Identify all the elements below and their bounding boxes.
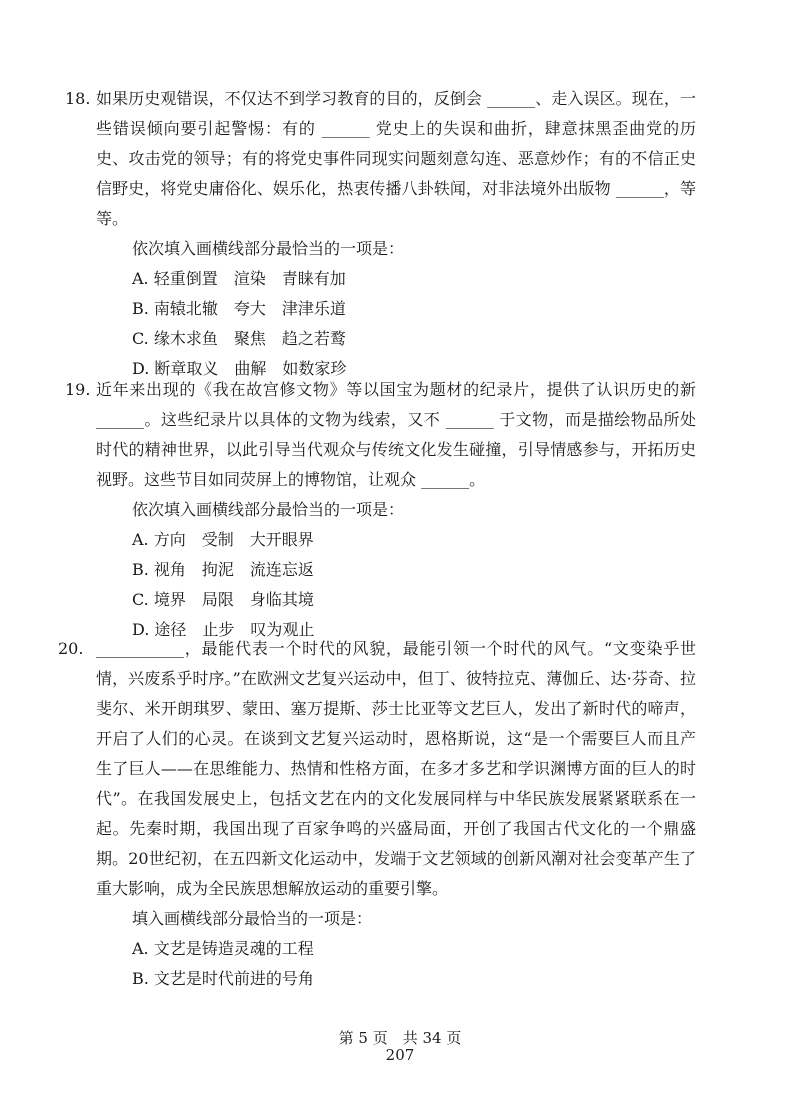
question-20 <box>58 634 696 994</box>
option-c: C. 缘木求鱼 聚焦 趋之若鹜 <box>132 329 346 348</box>
option-d: D. 途径 止步 叹为观止 <box>132 620 315 639</box>
option-a: A. 文艺是铸造灵魂的工程 <box>132 939 314 958</box>
question-prompt: 填入画横线部分最恰当的一项是： <box>132 909 373 928</box>
question-number: 18. <box>65 89 91 108</box>
option-c: C. 境界 局限 身临其境 <box>132 590 314 609</box>
question-18 <box>65 84 696 384</box>
option-b: B. 文艺是时代前进的号角 <box>132 969 314 988</box>
page-number: 207 <box>385 1046 415 1064</box>
option-d: D. 断章取义 曲解 如数家珍 <box>132 359 347 378</box>
page-indicator: 第 5 页 共 34 页 <box>338 1029 462 1047</box>
option-a: A. 方向 受制 大开眼界 <box>132 530 314 549</box>
question-19 <box>65 375 696 645</box>
question-prompt: 依次填入画横线部分最恰当的一项是： <box>132 239 405 258</box>
question-number: 19. <box>65 380 91 399</box>
question-stem: 近年来出现的《我在故宫修文物》等以国宝为题材的纪录片，提供了认识历史的新 ______。这些纪录片以具体的文物为线索，又不 ______ 于文物，而是描绘物品所处时代的精神世界，以此引导当代观众与传统文化发生碰撞，引导情感参与，开拓历史视野。这些节目如同荧屏上的博物馆，让观众 ______。 <box>96 380 696 489</box>
question-prompt: 依次填入画横线部分最恰当的一项是： <box>132 500 405 519</box>
question-stem: 如果历史观错误，不仅达不到学习教育的目的，反倒会 ______、走入误区。现在，一些错误倾向要引起警惕：有的 ______ 党史上的失误和曲折，肆意抹黑歪曲党的历史、攻击党的领导；有的将党史事件同现实问题刻意勾连、恶意炒作；有的不信正史信野史，将党史庸俗化、娱乐化，热衷传播八卦轶闻，对非法境外出版物 ______，等等。 <box>96 89 696 228</box>
option-a: A. 轻重倒置 渲染 青睐有加 <box>132 269 346 288</box>
option-b: B. 南辕北辙 夸大 津津乐道 <box>132 299 346 318</box>
question-number: 20. <box>58 639 84 658</box>
option-b: B. 视角 拘泥 流连忘返 <box>132 560 314 579</box>
question-stem: ___________，最能代表一个时代的风貌，最能引领一个时代的风气。“文变染乎世情，兴废系乎时序。”在欧洲文艺复兴运动中，但丁、彼特拉克、薄伽丘、达·芬奇、拉斐尔、米开朗琪罗、蒙田、塞万提斯、莎士比亚等文艺巨人，发出了新时代的啼声，开启了人们的心灵。在谈到文艺复兴运动时，恩格斯说，这“是一个需要巨人而且产生了巨人——在思维能力、热情和性格方面，在多才多艺和学识渊博方面的巨人的时代”。在我国发展史上，包括文艺在内的文化发展同样与中华民族发展紧紧联系在一起。先秦时期，我国出现了百家争鸣的兴盛局面，开创了我国古代文化的一个鼎盛期。20世纪初，在五四新文化运动中，发端于文艺领域的创新风潮对社会变革产生了重大影响，成为全民族思想解放运动的重要引擎。 <box>96 639 696 898</box>
